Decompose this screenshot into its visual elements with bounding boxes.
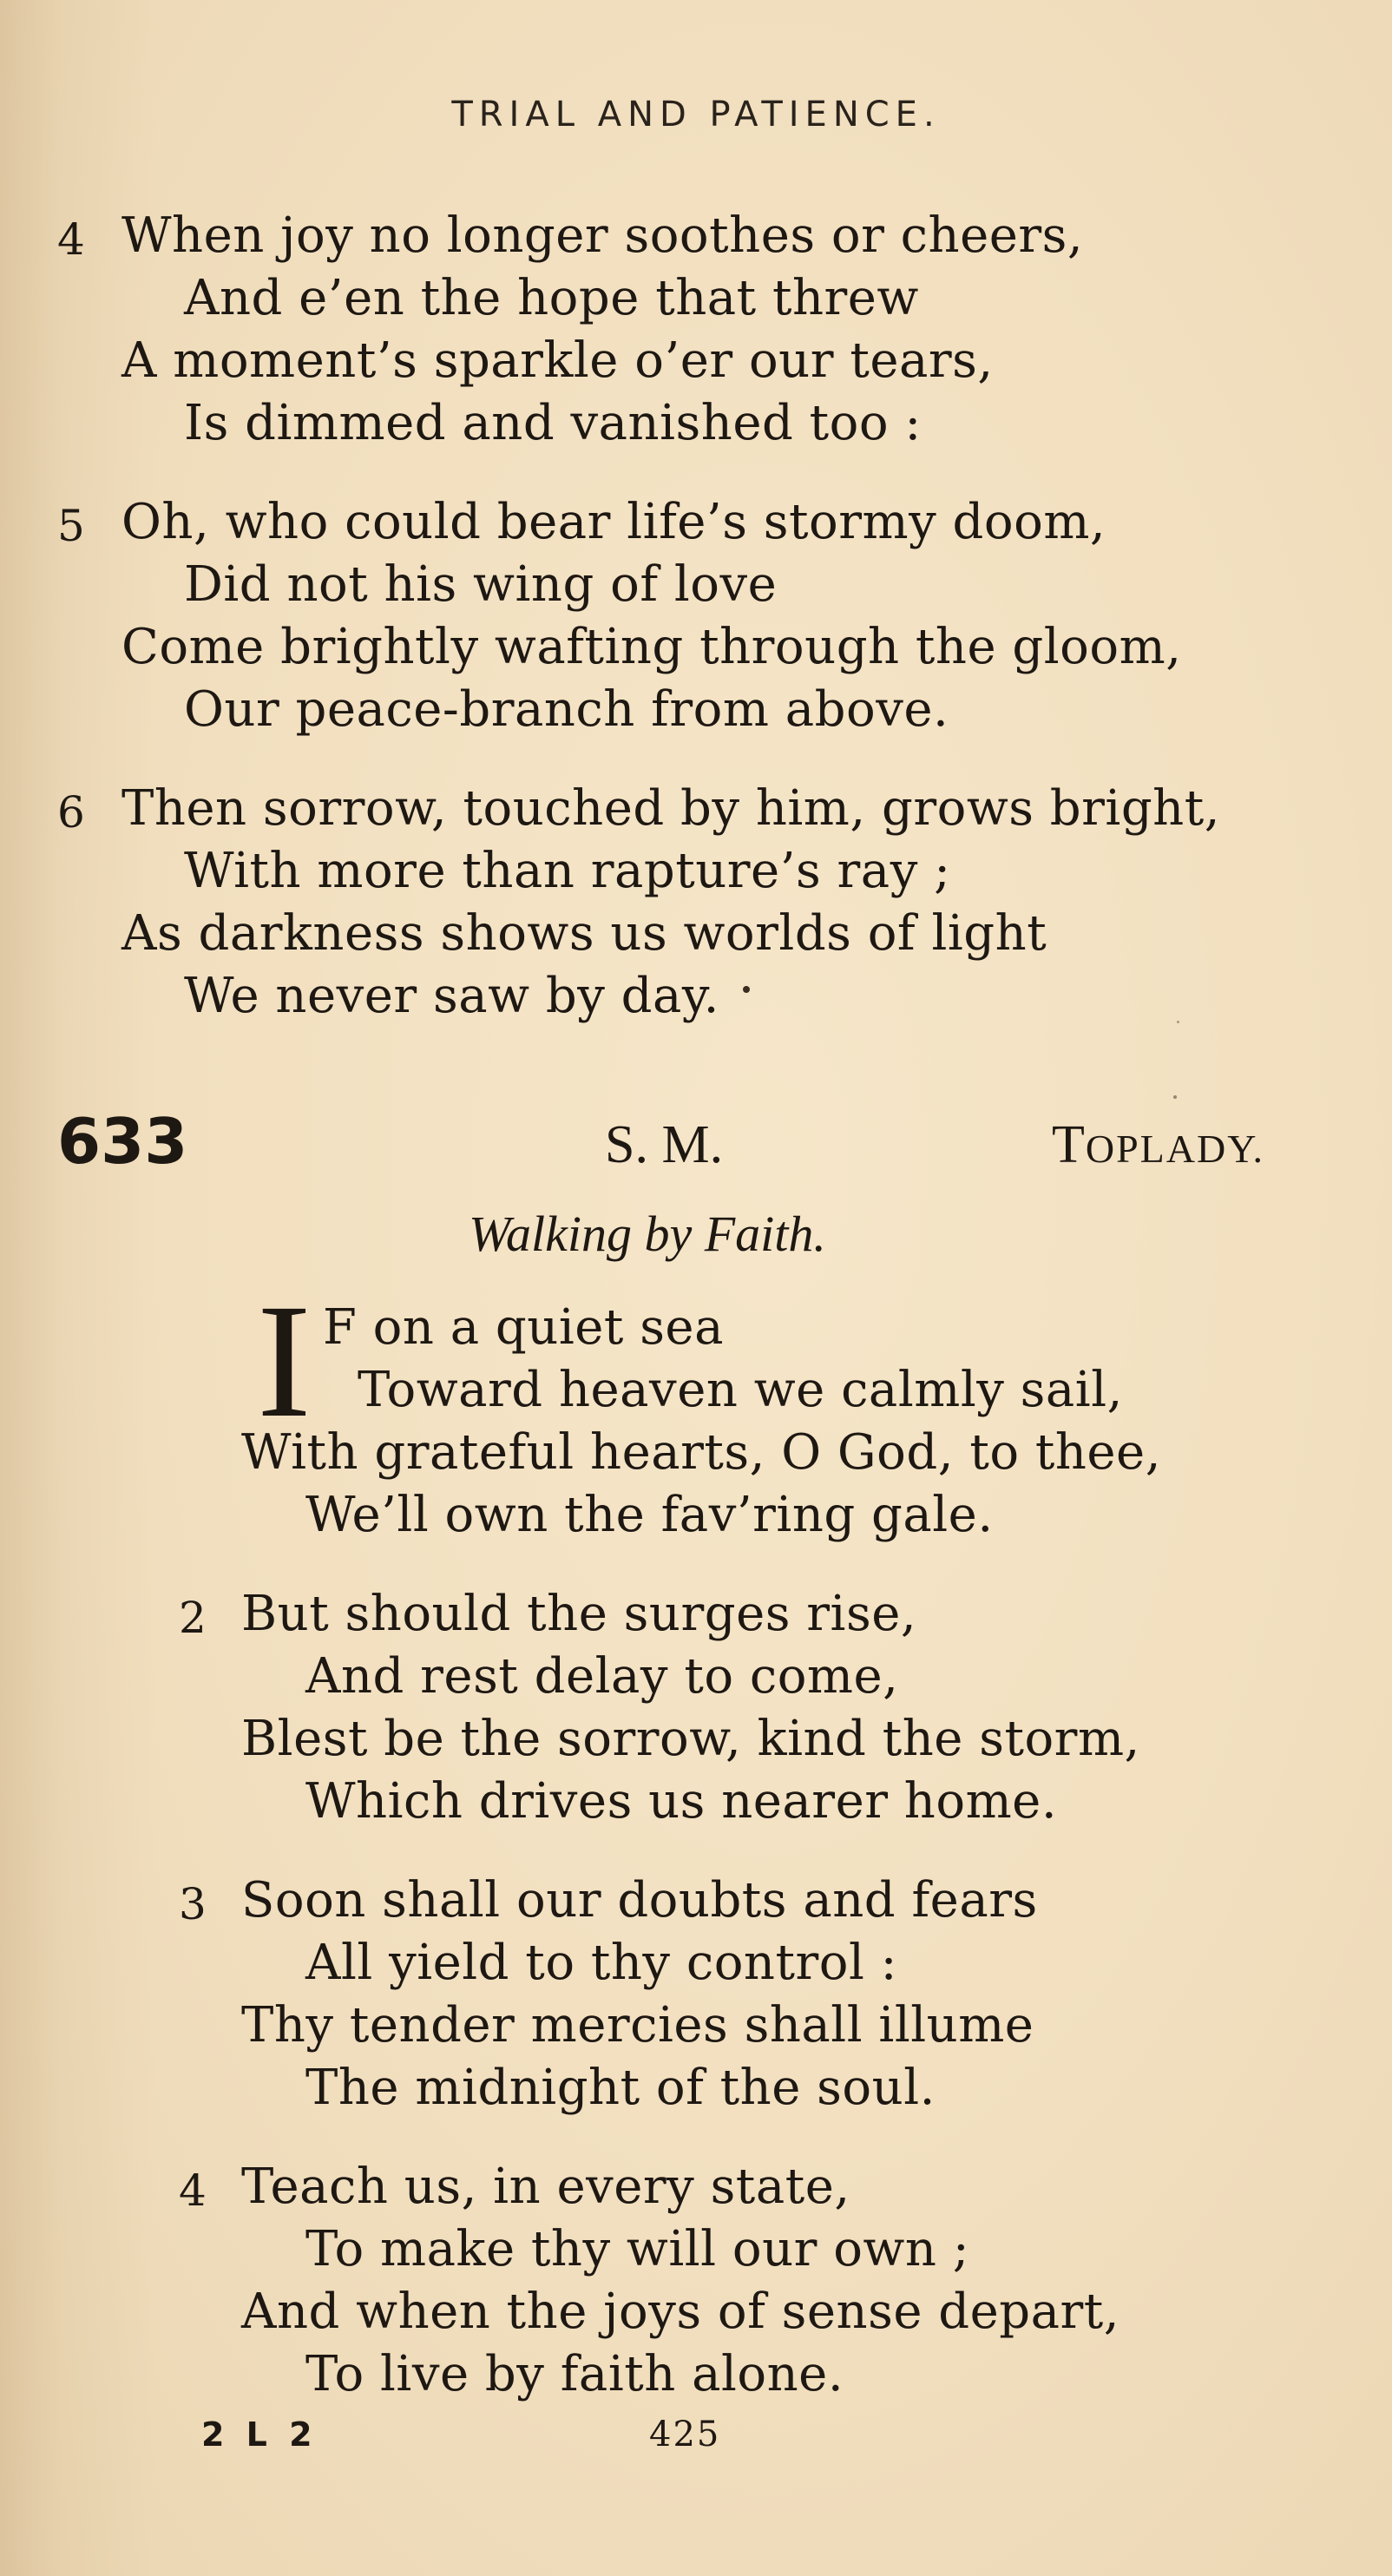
verse-line: But should the surges rise, <box>241 1586 917 1642</box>
verse-line: To make thy will our own ; <box>305 2221 970 2277</box>
hymn-author <box>1052 1109 1264 1185</box>
verse-line: A moment’s sparkle o’er our tears, <box>121 332 994 389</box>
verse-line: We’ll own the fav’ring gale. <box>305 1487 994 1543</box>
stanza-number: 2 <box>179 1593 207 1643</box>
paper-speck <box>743 986 750 993</box>
verse-line: Toward heaven we calmly sail, <box>358 1362 1123 1418</box>
stanza-number: 4 <box>57 214 85 265</box>
paper-speck <box>1177 1021 1179 1023</box>
hymn-number: 633 <box>57 1105 188 1178</box>
hymn-title: Walking by Faith. <box>469 1206 826 1262</box>
verse-line: Our peace-branch from above. <box>184 681 949 738</box>
verse-line: To live by faith alone. <box>305 2346 844 2402</box>
stanza-number: 3 <box>179 1879 207 1929</box>
verse-line: When joy no longer soothes or cheers, <box>121 207 1084 264</box>
hymn-meter: S. M. <box>605 1115 724 1174</box>
stanza-number: 4 <box>179 2165 207 2216</box>
verse-line: Is dimmed and vanished too : <box>184 395 922 451</box>
verse-line: Then sorrow, touched by him, grows bright, <box>121 780 1221 837</box>
verse-line: With more than rapture’s ray ; <box>184 843 951 899</box>
drop-cap: I <box>257 1270 312 1451</box>
page-number: 425 <box>649 2415 721 2454</box>
verse-line: Which drives us nearer home. <box>305 1773 1058 1830</box>
verse-line: As darkness shows us worlds of light <box>121 905 1047 962</box>
stanza-number: 6 <box>57 787 85 838</box>
verse-line: Thy tender mercies shall illume <box>241 1997 1034 2054</box>
running-head: TRIAL AND PATIENCE. <box>451 95 941 135</box>
verse-line: Come brightly wafting through the gloom, <box>121 619 1182 675</box>
stanza-number: 5 <box>57 501 85 551</box>
verse-line: Blest be the sorrow, kind the storm, <box>241 1711 1140 1767</box>
verse-line: With grateful hearts, O God, to thee, <box>241 1424 1161 1481</box>
verse-line: We never saw by day. <box>184 968 719 1024</box>
verse-line: F on a quiet sea <box>323 1299 724 1356</box>
verse-line: Teach us, in every state, <box>241 2159 850 2215</box>
verse-line: Did not his wing of love <box>184 556 778 613</box>
verse-line: And rest delay to come, <box>305 1648 899 1705</box>
verse-line: Soon shall our doubts and fears <box>241 1872 1038 1929</box>
signature-mark: 2 L 2 <box>201 2415 318 2454</box>
verse-line: Oh, who could bear life’s stormy doom, <box>121 494 1106 550</box>
verse-line: The midnight of the soul. <box>305 2060 936 2116</box>
author-small-caps: OPLADY. <box>1085 1127 1265 1171</box>
verse-line: And when the joys of sense depart, <box>241 2284 1120 2340</box>
verse-line: And e’en the hope that threw <box>184 270 919 326</box>
paper-speck <box>1173 1095 1177 1099</box>
verse-line: All yield to thy control : <box>305 1935 898 1991</box>
author-initial: T <box>1052 1115 1086 1174</box>
